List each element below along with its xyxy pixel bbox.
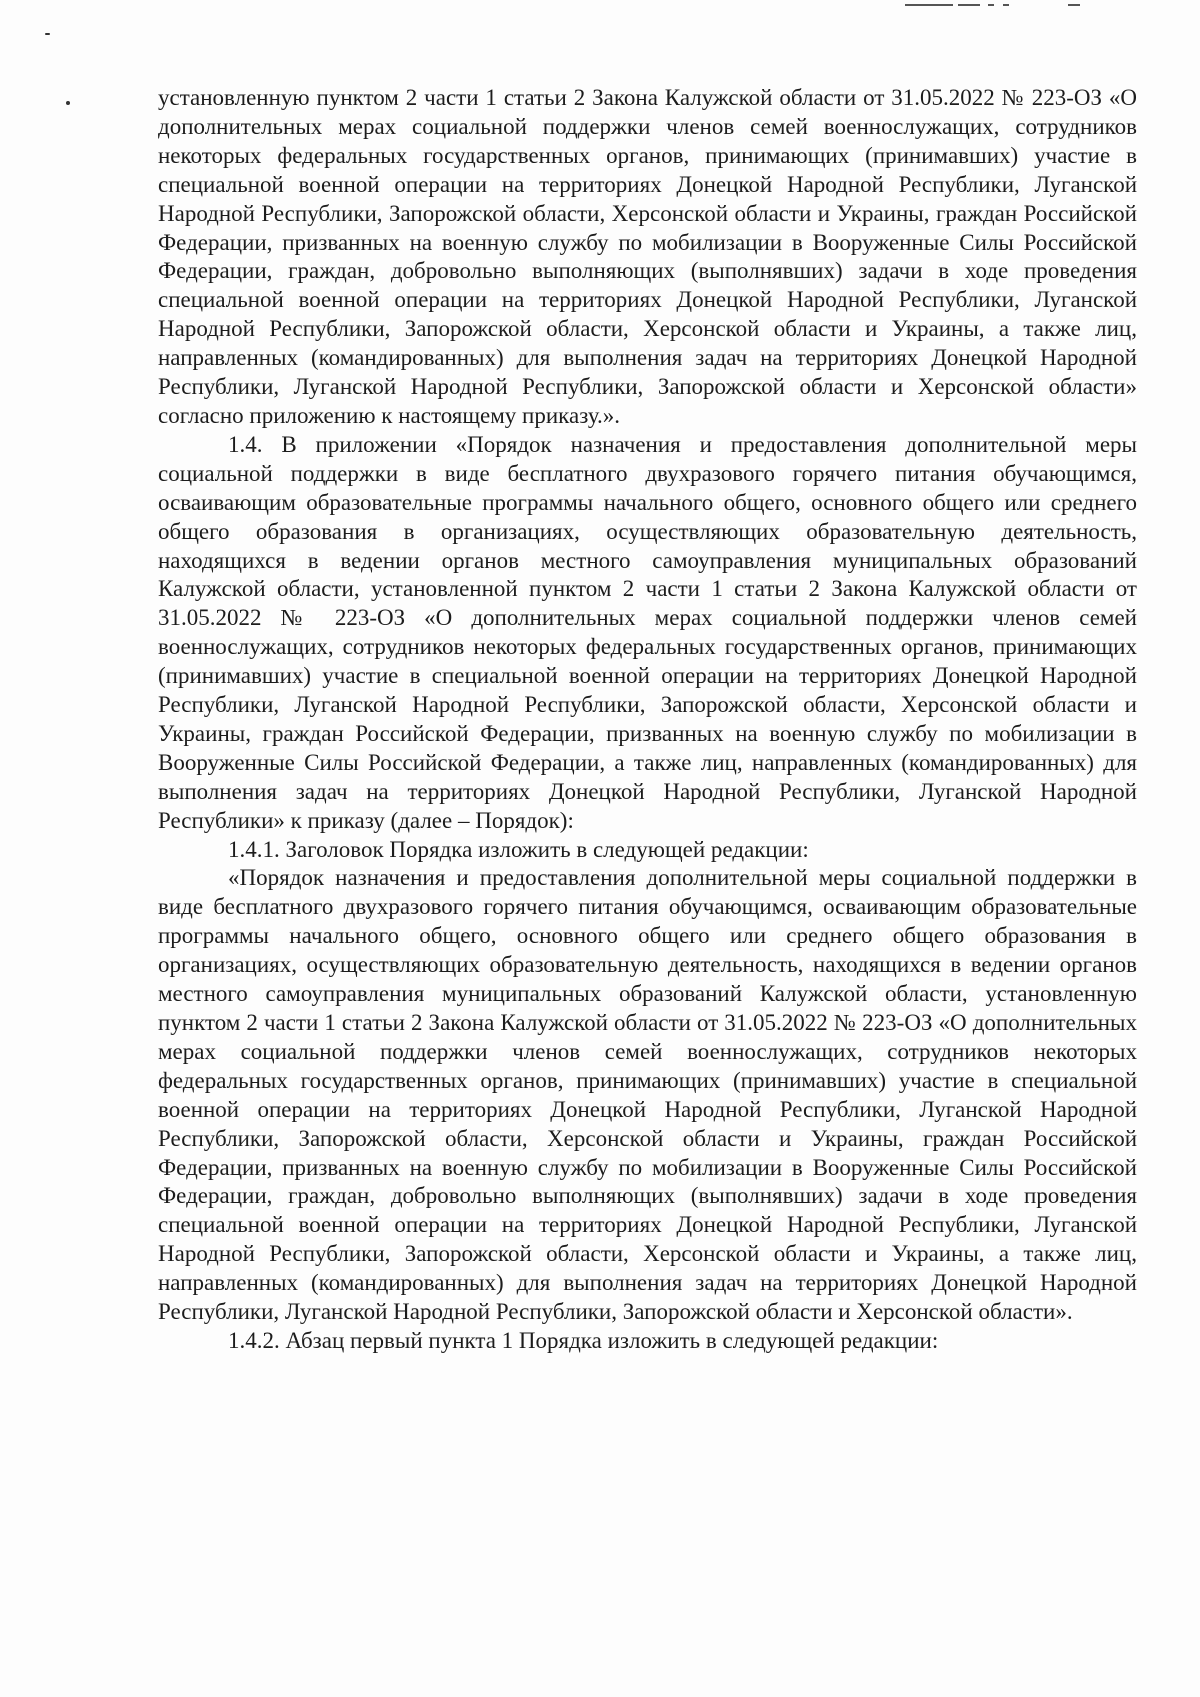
- paragraph: «Порядок назначения и предоставления дополнительной меры социальной поддержки в виде бесплатного двухразового горячего питания обучающимся, осваивающим образовательные программы начального общего, основного общего или среднего общего образования в организациях, осуществляющих образовательную деятельность, находящихся в ведении органов местного самоуправления муниципальных образований Калужской области, установленную пунктом 2 части 1 статьи 2 Закона Калужской области от 31.05.2022 № 223-ОЗ «О дополнительных мерах социальной поддержки членов семей военнослужащих, сотрудников некоторых федеральных государственных органов, принимающих (принимавших) участие в специальной военной операции на территориях Донецкой Народной Республики, Луганской Народной Республики, Запорожской области, Херсонской области и Украины, граждан Российской Федерации, призванных на военную службу по мобилизации в Вооруженные Силы Российской Федерации, граждан, добровольно выполняющих (выполнявших) задачи в ходе проведения специальной военной операции на территориях Донецкой Народной Республики, Луганской Народной Республики, Запорожской области, Херсонской области и Украины, а также лиц, направленных (командированных) для выполнения задач на территориях Донецкой Народной Республики, Луганской Народной Республики, Запорожской области и Херсонской области».: [158, 865, 1137, 1325]
- scan-artifact-dot: [45, 33, 50, 35]
- paragraph: установленную пунктом 2 части 1 статьи 2 Закона Калужской области от 31.05.2022 № 223-ОЗ «О дополнительных мерах социальной поддержки членов семей военнослужащих, сотрудников некоторых федеральных государственных органов, принимающих (принимавших) участие в специальной военной операции на территориях Донецкой Народной Республики, Луганской Народной Республики, Запорожской области, Херсонской области и Украины, граждан Российской Федерации, призванных на военную службу по мобилизации в Вооруженные Силы Российской Федерации, граждан, добровольно выполняющих (выполнявших) задачи в ходе проведения специальной военной операции на территориях Донецкой Народной Республики, Луганской Народной Республики, Запорожской области, Херсонской области и Украины, а также лиц, направленных (командированных) для выполнения задач на территориях Донецкой Народной Республики, Луганской Народной Республики, Запорожской области и Херсонской области» согласно приложению к настоящему приказу.».: [158, 85, 1137, 428]
- paragraph: 1.4.1. Заголовок Порядка изложить в следующей редакции:: [228, 836, 809, 862]
- scan-artifact-line: [1068, 4, 1080, 6]
- document-body: [158, 84, 1137, 1356]
- scan-artifact-line: [905, 4, 953, 6]
- paragraph: 1.4.2. Абзац первый пункта 1 Порядка изложить в следующей редакции:: [228, 1327, 939, 1353]
- paragraph: 1.4. В приложении «Порядок назначения и предоставления дополнительной меры социальной поддержки в виде бесплатного двухразового горячего питания обучающимся, осваивающим образовательные программы начального общего, основного общего или среднего общего образования в организациях, осуществляющих образовательную деятельность, находящихся в ведении органов местного самоуправления муниципальных образований Калужской области, установленной пунктом 2 части 1 статьи 2 Закона Калужской области от 31.05.2022 № 223-ОЗ «О дополнительных мерах социальной поддержки членов семей военнослужащих, сотрудников некоторых федеральных государственных органов, принимающих (принимавших) участие в специальной военной операции на территориях Донецкой Народной Республики, Луганской Народной Республики, Запорожской области, Херсонской области и Украины, граждан Российской Федерации, призванных на военную службу по мобилизации в Вооруженные Силы Российской Федерации, а также лиц, направленных (командированных) для выполнения задач на территориях Донецкой Народной Республики, Луганской Народной Республики» к приказу (далее – Порядок):: [158, 431, 1137, 833]
- scan-artifact-line: [1003, 4, 1009, 6]
- scan-artifact-dot: [66, 101, 70, 105]
- scan-artifact-line: [988, 4, 994, 6]
- scan-artifact-line: [958, 4, 980, 6]
